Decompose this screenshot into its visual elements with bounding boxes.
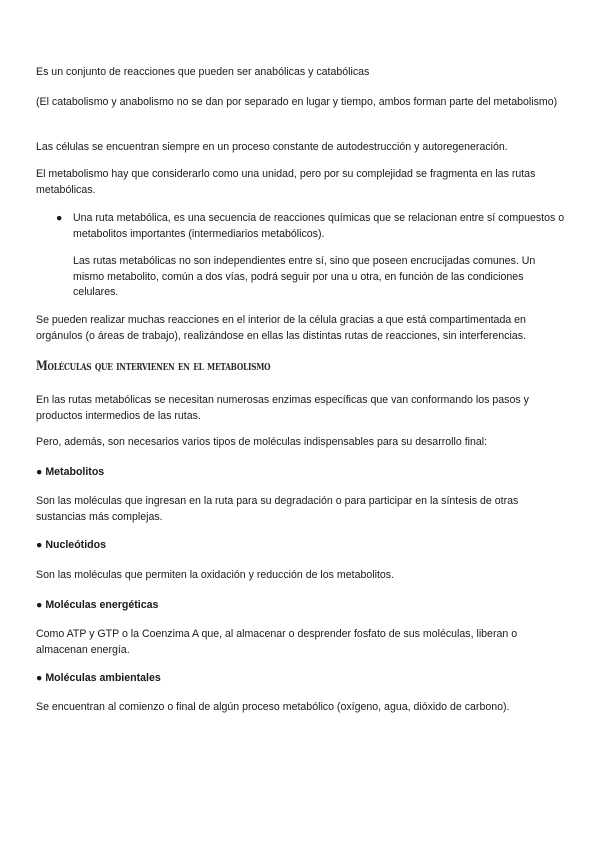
item-title-energeticas: ● Moléculas energéticas (36, 599, 159, 611)
section-heading: Moléculas que intervienen en el metabolismo (36, 359, 271, 374)
intro-paragraph-3: Las células se encuentran siempre en un proceso constante de autodestrucción y autoregeneración. (36, 141, 508, 153)
bullet-text: Una ruta metabólica, es una secuencia de reacciones químicas que se relacionan entre sí compuestos o metabolitos importantes (intermediarios metabólicos). (73, 212, 565, 240)
intro-paragraph-1: Es un conjunto de reacciones que pueden ser anabólicas y catabólicas (36, 66, 370, 78)
intro-paragraph-5: Se pueden realizar muchas reacciones en el interior de la célula gracias a que está compartimentada en orgánulos (o áreas de trabajo), realizándose en ellas las distintas rutas de reacciones, sin interferencias. (36, 314, 526, 342)
item-title-metabolitos: ● Metabolitos (36, 466, 105, 478)
section-paragraph-1: En las rutas metabólicas se necesitan numerosas enzimas específicas que van conformando los pasos y productos intermedios de las rutas. (36, 394, 529, 422)
item-title-ambientales: ● Moléculas ambientales (36, 672, 161, 684)
intro-paragraph-4: El metabolismo hay que considerarlo como una unidad, pero por su complejidad se fragmenta en las rutas metabólicas. (36, 168, 536, 196)
bullet-marker: ● (56, 212, 63, 224)
item-text-nucleotidos: Son las moléculas que permiten la oxidación y reducción de los metabolitos. (36, 569, 395, 581)
bullet-subparagraph: Las rutas metabólicas no son independientes entre sí, sino que poseen encrucijadas comunes. Un mismo metabolito, común a dos vías, podrá seguir por una u otra, en función de las condiciones celulares. (73, 255, 536, 298)
intro-paragraph-2: (El catabolismo y anabolismo no se dan por separado en lugar y tiempo, ambos forman parte del metabolismo) (36, 96, 558, 108)
section-paragraph-2: Pero, además, son necesarios varios tipos de moléculas indispensables para su desarrollo final: (36, 436, 488, 448)
item-text-metabolitos: Son las moléculas que ingresan en la ruta para su degradación o para participar en la síntesis de otras sustancias más complejas. (36, 495, 519, 523)
item-title-nucleotidos: ● Nucleótidos (36, 539, 106, 551)
item-text-energeticas: Como ATP y GTP o la Coenzima A que, al almacenar o desprender fosfato de sus moléculas, liberan o almacenan energía. (36, 628, 518, 656)
item-text-ambientales: Se encuentran al comienzo o final de algún proceso metabólico (oxígeno, agua, dióxido de carbono). (36, 701, 510, 713)
